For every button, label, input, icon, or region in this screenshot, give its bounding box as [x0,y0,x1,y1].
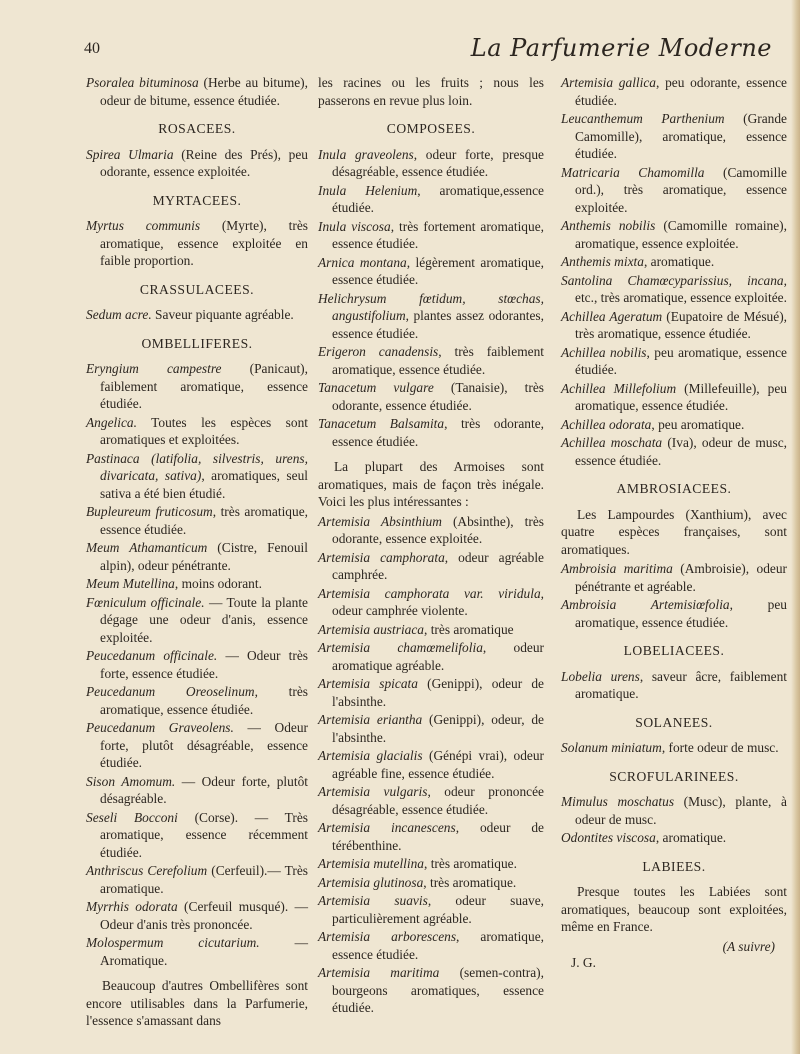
section-heading: CRASSULACEES. [139,281,255,297]
plant-entry [318,675,544,710]
plant-description: , très aromatique, essence étudiée. [100,504,308,537]
plant-entry [561,380,787,415]
plant-description: — Odeur très forte, essence étudiée. [100,648,308,681]
plant-description: (Cistre, Fenouil alpin), odeur pénétrante. [100,540,308,573]
plant-description: (Grande Camomille), aromatique, essence étudiée. [575,111,788,161]
plant-name: Mimulus moschatus [561,794,675,809]
plant-description: , saveur âcre, faiblement aromatique. [575,668,788,701]
plant-entry [318,290,544,343]
page-edge-decoration [791,0,800,1054]
plant-entry [86,450,308,503]
plant-entry [561,308,787,343]
plant-entry [561,668,787,703]
plant-name: Sedum acre. [86,307,152,322]
plant-entry [318,874,544,892]
plant-description: , odeur prononcée désagréable, essence étudiée. [332,784,544,817]
plant-description: (Millefeuille), peu aromatique, essence étudiée. [575,380,787,413]
plant-name: Spirea Ulmaria [86,146,174,162]
plant-description: Saveur piquante agréable. [151,307,294,322]
plant-description: (Panicaut), faiblement aromatique, essence étudiée. [100,361,308,411]
paragraph: Les Lampourdes (Xanthium), avec quatre espèces françaises, sont aromatiques. [561,506,787,557]
plant-entry [318,182,544,217]
plant-description: , aromatiques, seul sativa a été bien étudié. [100,468,309,501]
plant-name: Anthemis nobilis [561,218,656,233]
plant-entry [318,964,544,1017]
plant-name: Sison Amomum. [86,773,176,789]
plant-entry [318,928,544,963]
plant-description: (Tanaisie), très odorante, essence étudiée. [332,380,544,413]
text-column-right [561,74,788,970]
author-initials: J. G. [571,954,596,970]
plant-description: — Odeur forte, plutôt désagréable. [100,773,308,806]
plant-entry [318,747,544,782]
plant-entry [86,934,308,969]
plant-description: , odeur agréable camphrée. [332,549,544,582]
paragraph: Beaucoup d'autres Ombellifères sont encore utilisables dans la Parfumerie, l'essence s'amassant dans [86,978,308,1028]
plant-description: (Camomille romaine), aromatique, essence exploitée. [575,218,787,251]
plant-entry [561,829,787,847]
plant-entry [318,343,544,378]
plant-name: Tanacetum vulgare [318,380,434,395]
plant-name: Peucedanum Graveolens. [86,720,234,735]
plant-description: , très odorante, essence étudiée. [332,416,544,449]
plant-entry [86,809,308,862]
plant-description: (Camomille ord.), très aromatique, essence exploitée. [575,164,787,215]
plant-description: (Reine des Prés), peu odorante, essence exploitée. [100,146,308,179]
plant-entry [561,344,787,379]
plant-entry [561,739,787,757]
plant-description: , moins odorant. [174,576,262,591]
page-number: 40 [84,40,100,57]
section-heading: SCROFULARINEES. [609,768,739,784]
text-column-middle [318,74,544,1018]
plant-name: Inula graveolens [318,146,414,162]
page-header-title: La Parfumerie Moderne [470,34,772,62]
plant-name: Inula viscosa [318,218,391,234]
plant-description: , odeur camphrée violente. [332,585,544,618]
plant-entry [561,272,787,307]
plant-entry [318,819,544,854]
plant-name: Artemisia glacialis [318,748,423,763]
plant-description: , aromatique. [655,830,727,845]
plant-name: Leucanthemum Parthenium [561,111,725,126]
plant-name: Achillea moschata [561,435,663,450]
plant-name: Anthemis mixta [561,254,644,269]
plant-name: Ambroisia maritima [561,561,673,576]
plant-description: , aromatique, essence étudiée. [332,929,544,962]
plant-description: , odeur aromatique agréable. [332,640,544,673]
plant-name: Meum Mutellina [86,576,175,591]
plant-name: Meum Athamanticum [86,540,208,555]
plant-name: Artemisia camphorata [318,549,445,565]
plant-name: Achillea odorata [561,416,652,432]
plant-description: (Absinthe), très odorante, essence exploitée. [332,513,544,546]
section-heading: LOBELIACEES. [623,643,725,658]
paragraph: La plupart des Armoises sont aromatiques, mais de façon très inégale. Voici les plus intéressantes : [318,459,544,509]
plant-description: (semen-contra), bourgeons aromatiques, essence étudiée. [332,965,544,1015]
section-heading: MYRTACEES. [152,192,242,208]
plant-description: (Génépi vrai), odeur agréable fine, essence étudiée. [332,748,544,781]
plant-description: , très aromatique. [423,874,517,890]
plant-description: (Herbe au bitume), odeur de bitume, essence étudiée. [100,75,308,108]
plant-name: Artemisia Absinthium [318,513,442,529]
plant-entry [561,253,787,271]
plant-name: Solanum miniatum [561,740,662,755]
plant-name: Ambroisia Artemisiœfolia [561,597,730,612]
plant-description: , peu odorante, essence étudiée. [575,75,787,108]
plant-name: Helichrysum fœtidum, stœchas, angustifolium [318,290,544,323]
plant-name: Artemisia vulgaris [318,784,428,799]
plant-description: , odeur suave, particulièrement agréable. [332,893,544,926]
plant-name: Psoralea bituminosa [86,75,199,90]
plant-entry [561,217,787,252]
plant-description: (Iva), odeur de musc, essence étudiée. [575,435,787,468]
plant-description: , très aromatique, essence étudiée. [100,684,308,717]
plant-entry [561,416,787,434]
plant-entry [86,360,308,413]
plant-name: Artemisia incanescens [318,820,456,835]
plant-name: Artemisia camphorata var. viridula [318,585,541,601]
plant-name: Angelica. [86,414,137,430]
paragraph: Presque toutes les Labiées sont aromatiques, beaucoup sont exploitées, même en France. [561,884,787,934]
plant-entry [318,549,544,584]
plant-description: , etc., très aromatique, essence exploitée. [575,272,787,305]
plant-entry [86,217,308,270]
plant-description: , aromatique. [643,254,715,269]
plant-name: Artemisia arborescens [318,929,457,944]
plant-name: Arnica montana [318,254,407,270]
plant-entry [86,74,308,109]
plant-name: Myrtus communis [86,218,201,233]
section-heading: OMBELLIFERES. [141,335,253,351]
plant-entry [561,793,787,828]
plant-entry [561,164,787,217]
plant-entry [86,862,308,897]
plant-entry [318,892,544,927]
plant-name: Myrrhis odorata [86,899,178,914]
plant-name: Bupleureum fruticosum [86,504,213,519]
plant-description: (Genippi), odeur de l'absinthe. [332,676,544,709]
plant-name: Fœniculum officinale. [86,594,205,610]
section-heading: SOLANEES. [635,714,713,730]
plant-entry [86,414,308,449]
plant-entry [318,783,544,818]
plant-description: — Odeur forte, plutôt désagréable, essence étudiée. [100,720,308,770]
plant-description: (Musc), plante, à odeur de musc. [575,794,787,827]
plant-name: Tanacetum Balsamita [318,416,445,431]
plant-description: , odeur de térébenthine. [332,820,544,853]
plant-entry [86,503,308,538]
plant-name: Artemisia spicata [318,676,418,691]
plant-description: , peu aromatique. [651,416,745,432]
plant-name: Achillea nobilis [561,344,647,360]
plant-name: Artemisia mutellina [318,856,425,871]
plant-name: Pastinaca (latifolia, silvestris, urens, divaricata, sativa) [86,450,308,483]
plant-entry [318,379,544,414]
plant-description: (Corse). — Très aromatique, essence récemment étudiée. [100,809,308,860]
plant-entry [318,639,544,674]
plant-name: Anthriscus Cerefolium [86,863,208,878]
plant-entry [318,711,544,746]
section-heading: LABIEES. [642,858,706,874]
plant-description: (Myrte), très aromatique, essence exploitée en faible proportion. [100,218,308,268]
plant-entry [86,647,308,682]
plant-entry [86,683,308,718]
plant-description: , peu aromatique, essence étudiée. [575,344,787,377]
plant-description: , plantes assez odorantes, essence étudiée. [332,308,544,341]
plant-entry [318,513,544,548]
plant-description: , très aromatique. [424,856,517,871]
plant-name: Inula Helenium [318,182,418,198]
plant-name: Peucedanum Oreoselinum [86,684,255,699]
plant-entry [561,110,787,163]
plant-description: , odeur forte, presque désagréable, essence étudiée. [332,146,544,179]
plant-name: Artemisia glutinosa [318,874,424,890]
plant-entry [561,74,787,109]
plant-description: , légèrement aromatique, essence étudiée. [332,254,544,287]
plant-entry [561,434,787,469]
plant-description: , peu aromatique, essence étudiée. [575,597,787,630]
plant-entry [86,306,308,324]
plant-entry [318,415,544,450]
plant-entry [318,146,544,181]
plant-description: (Eupatoire de Mésué), très aromatique, essence étudiée. [575,308,787,341]
section-heading: COMPOSEES. [386,121,476,136]
plant-name: Santolina Chamœcyparissius, incana [561,272,784,288]
plant-name: Seseli Bocconi [86,809,178,825]
section-heading: AMBROSIACEES. [616,481,732,496]
plant-description: , forte odeur de musc. [661,740,779,755]
plant-description: , très aromatique [424,621,514,637]
plant-name: Achillea Ageratum [561,308,663,324]
plant-entry [86,898,308,933]
plant-entry [86,539,308,574]
plant-entry [86,719,308,772]
plant-name: Odontites viscosa [561,830,656,845]
plant-description: (Genippi), odeur, de l'absinthe. [332,712,544,745]
plant-entry [86,773,308,808]
plant-description: , aromatique,essence étudiée. [332,182,544,215]
plant-entry [86,146,308,181]
plant-description: (Ambroisie), odeur pénétrante et agréable. [575,561,787,594]
to-be-continued: (A suivre) [722,938,775,954]
plant-description: (Cerfeuil musqué). — Odeur d'anis très prononcée. [100,899,308,932]
plant-name: Achillea Millefolium [561,380,677,396]
plant-description: — Toute la plante dégage une odeur d'anis, essence exploitée. [100,594,308,645]
plant-description: Toutes les espèces sont aromatiques et exploitées. [100,414,308,447]
plant-entry [318,855,544,873]
plant-name: Peucedanum officinale. [86,648,218,663]
plant-name: Artemisia suavis [318,893,428,908]
plant-name: Artemisia gallica [561,75,657,90]
section-heading: ROSACEES. [158,121,236,136]
plant-name: Artemisia eriantha [318,712,423,727]
plant-name: Matricaria Chamomilla [561,164,705,180]
plant-description: — Aromatique. [100,935,308,968]
plant-entry [318,621,544,639]
plant-entry [86,594,308,647]
plant-entry [318,218,544,253]
continued-text: les racines ou les fruits ; nous les passerons en revue plus loin. [318,75,544,108]
plant-description: (Cerfeuil).— Très aromatique. [100,863,308,896]
plant-description: , très fortement aromatique, essence étudiée. [332,218,544,251]
plant-entry [318,254,544,289]
plant-name: Artemisia austriaca [318,621,425,637]
plant-name: Artemisia maritima [318,965,440,980]
plant-name: Artemisia chamœmelifolia [318,640,483,655]
plant-name: Molospermum cicutarium. [86,935,260,950]
plant-name: Eryngium campestre [86,361,222,376]
plant-name: Lobelia urens [561,668,640,684]
signature-row [561,938,787,970]
plant-entry [561,596,787,631]
plant-entry [318,585,544,620]
plant-description: , très faiblement aromatique, essence étudiée. [332,344,544,377]
plant-entry [561,560,787,595]
text-column-left [86,74,308,1032]
plant-entry [86,575,308,593]
plant-name: Erigeron canadensis [318,344,439,359]
